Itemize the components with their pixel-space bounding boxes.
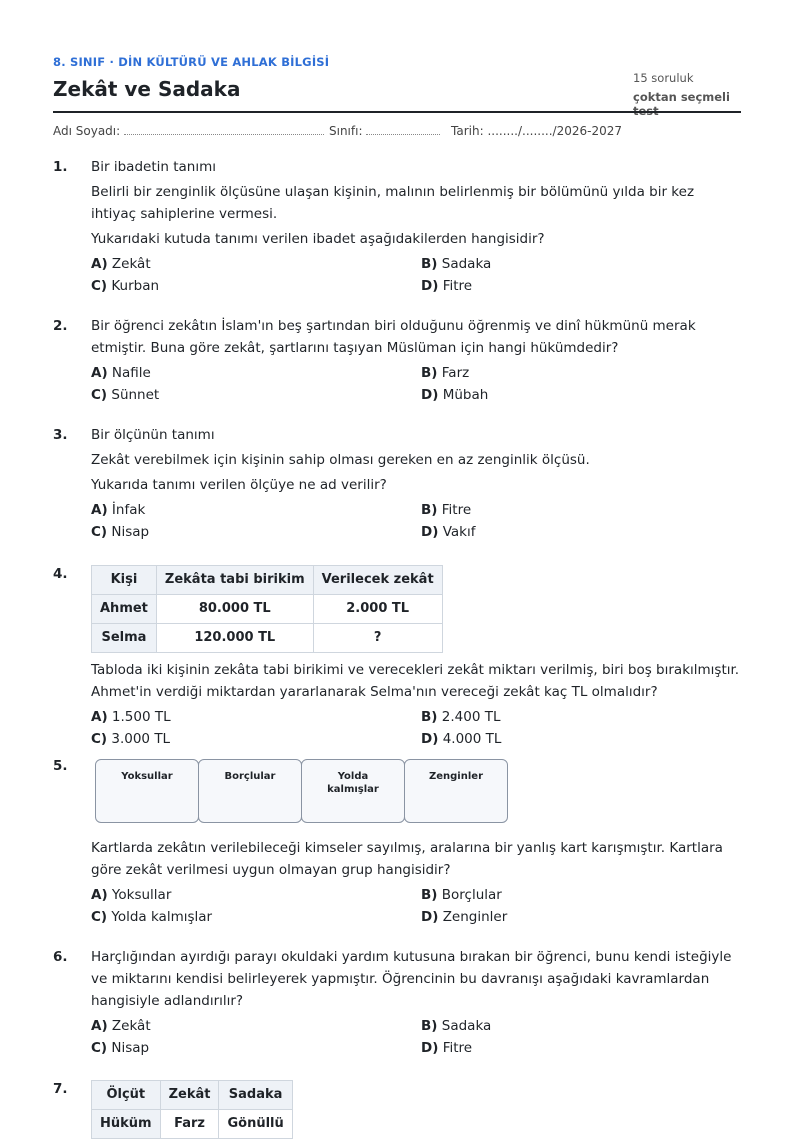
question-stem: Yukarıda tanımı verilen ölçüye ne ad verilir?	[91, 477, 387, 493]
question-number: 7.	[53, 1081, 68, 1097]
option-b[interactable]: B) Sadaka	[421, 256, 492, 272]
options	[91, 884, 741, 928]
question-lead: Bir ibadetin tanımı	[91, 159, 216, 175]
question-1	[53, 156, 741, 297]
option-b[interactable]: B) Fitre	[421, 502, 472, 518]
class-blank[interactable]	[366, 125, 440, 135]
options	[91, 1015, 741, 1059]
class-label: Sınıfı:	[329, 124, 363, 138]
header-divider	[53, 111, 741, 113]
options	[91, 499, 741, 543]
question-number: 4.	[53, 566, 68, 582]
question-stem: Harçlığından ayırdığı parayı okuldaki yardım kutusuna bırakan bir öğrenci, bunu kendi isteğiyle ve miktarını kendisi belirleyerek yapmıştır. Öğrencinin bu davranışı aşağıdaki kavramlardan hangisiyle adlandırılır?	[91, 949, 732, 1009]
option-a[interactable]: A) Zekât	[91, 256, 151, 272]
table-row	[92, 595, 443, 624]
question-box-text: Zekât verebilmek için kişinin sahip olması gereken en az zenginlik ölçüsü.	[91, 452, 590, 468]
table-cell: 2.000 TL	[313, 595, 442, 624]
table-header: Kişi	[92, 566, 157, 595]
date-value: ......../......../2026-2027	[487, 124, 622, 138]
table-header: Zekât	[160, 1081, 219, 1110]
student-info-row	[53, 124, 741, 140]
question-number: 2.	[53, 318, 68, 334]
question-3	[53, 424, 741, 543]
option-d[interactable]: D) Mübah	[421, 387, 489, 403]
comparison-table	[91, 1080, 293, 1139]
option-c[interactable]: C) Kurban	[91, 278, 160, 294]
question-2	[53, 315, 741, 406]
question-stem: Tabloda iki kişinin zekâta tabi birikimi ve verecekleri zekât miktarı verilmiş, biri boş bırakılmıştır. Ahmet'in verdiği miktardan yararlanarak Selma'nın vereceği zekât kaç TL olmalıdır?	[91, 662, 740, 700]
option-d[interactable]: D) 4.000 TL	[421, 731, 502, 747]
option-a[interactable]: A) İnfak	[91, 502, 146, 518]
question-count: 15 soruluk	[633, 71, 694, 85]
table-cell: Hüküm	[92, 1110, 161, 1139]
question-number: 6.	[53, 949, 68, 965]
table-cell: Selma	[92, 624, 157, 653]
table-header: Verilecek zekât	[313, 566, 442, 595]
question-5	[53, 755, 741, 928]
option-c[interactable]: C) Nisap	[91, 1040, 150, 1056]
subject-label: 8. SINIF · DİN KÜLTÜRÜ VE AHLAK BİLGİSİ	[53, 55, 330, 69]
option-b[interactable]: B) 2.400 TL	[421, 709, 501, 725]
option-c[interactable]: C) Yolda kalmışlar	[91, 909, 213, 925]
options	[91, 253, 741, 297]
test-type: çoktan seçmeli	[633, 90, 730, 104]
question-7	[53, 1078, 741, 1145]
option-a[interactable]: A) Yoksullar	[91, 887, 172, 903]
table-cell: 80.000 TL	[156, 595, 313, 624]
card-borclular: Borçlular	[198, 759, 302, 823]
table-header: Sadaka	[219, 1081, 292, 1110]
table-cell: Gönüllü	[219, 1110, 292, 1139]
option-b[interactable]: B) Borçlular	[421, 887, 502, 903]
question-stem: Bir öğrenci zekâtın İslam'ın beş şartından biri olduğunu öğrenmiş ve dinî hükmünü merak etmiştir. Buna göre zekât, şartlarını taşıyan Müslüman için hangi hükümdedir?	[91, 318, 696, 356]
question-lead: Bir ölçünün tanımı	[91, 427, 215, 443]
question-4	[53, 563, 741, 750]
question-stem: Yukarıdaki kutuda tanımı verilen ibadet aşağıdakilerden hangisidir?	[91, 231, 545, 247]
card-zenginler: Zenginler	[404, 759, 508, 823]
table-header: Zekâta tabi birikim	[156, 566, 313, 595]
option-d[interactable]: D) Zenginler	[421, 909, 508, 925]
date-field[interactable]	[451, 124, 622, 138]
table-header: Ölçüt	[92, 1081, 161, 1110]
option-d[interactable]: D) Fitre	[421, 1040, 473, 1056]
option-a[interactable]: A) Zekât	[91, 1018, 151, 1034]
card-row	[91, 759, 511, 831]
option-c[interactable]: C) Nisap	[91, 524, 150, 540]
option-a[interactable]: A) Nafile	[91, 365, 151, 381]
name-label: Adı Soyadı:	[53, 124, 121, 138]
class-field[interactable]	[329, 124, 440, 138]
option-b[interactable]: B) Sadaka	[421, 1018, 492, 1034]
savings-table	[91, 565, 443, 653]
table-cell: Ahmet	[92, 595, 157, 624]
option-c[interactable]: C) Sünnet	[91, 387, 160, 403]
options	[91, 706, 741, 750]
question-stem: Kartlarda zekâtın verilebileceği kimseler sayılmış, aralarına bir yanlış kart karışmıştır. Kartlara göre zekât verilmesi uygun olmayan grup hangisidir?	[91, 840, 723, 878]
option-b[interactable]: B) Farz	[421, 365, 470, 381]
card-yolda-kalmislar: Yolda kalmışlar	[301, 759, 405, 823]
question-number: 3.	[53, 427, 68, 443]
table-cell: 120.000 TL	[156, 624, 313, 653]
option-a[interactable]: A) 1.500 TL	[91, 709, 171, 725]
question-box-text: Belirli bir zenginlik ölçüsüne ulaşan kişinin, malının belirlenmiş bir bölümünü yılda bir kez ihtiyaç sahiplerine vermesi.	[91, 184, 695, 222]
option-d[interactable]: D) Fitre	[421, 278, 473, 294]
question-number: 5.	[53, 758, 68, 774]
name-blank[interactable]	[124, 125, 324, 135]
option-d[interactable]: D) Vakıf	[421, 524, 476, 540]
name-field[interactable]	[53, 124, 324, 138]
page-title: Zekât ve Sadaka	[53, 77, 241, 101]
table-cell: ?	[313, 624, 442, 653]
date-label: Tarih:	[451, 124, 484, 138]
table-row	[92, 1110, 293, 1139]
question-6	[53, 946, 741, 1059]
options	[91, 362, 741, 406]
question-number: 1.	[53, 159, 68, 175]
option-c[interactable]: C) 3.000 TL	[91, 731, 171, 747]
table-row	[92, 624, 443, 653]
table-cell: Farz	[160, 1110, 219, 1139]
card-yoksullar: Yoksullar	[95, 759, 199, 823]
